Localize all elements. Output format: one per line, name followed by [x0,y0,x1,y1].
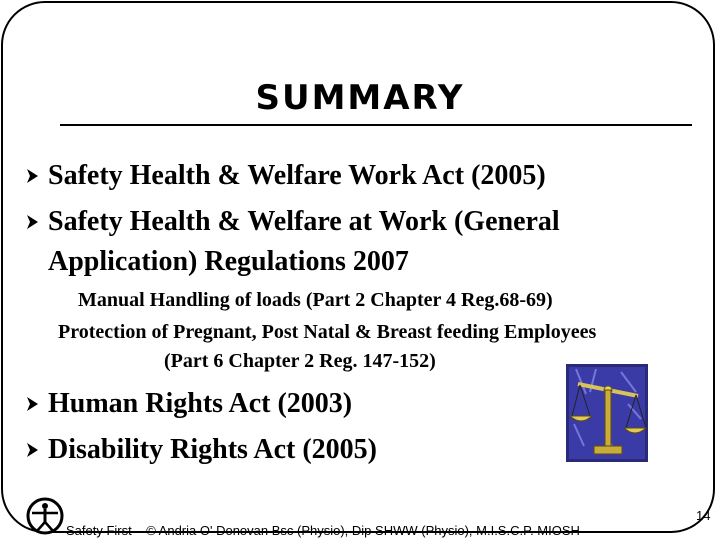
vitruvian-man-icon [26,496,64,536]
page-number: 14 [696,508,711,523]
title-divider [60,124,692,126]
footer-left-text: Safety First [66,523,132,538]
sub-item: (Part 6 Chapter 2 Reg. 147-152) [164,350,436,372]
arrow-bullet-icon [24,156,40,196]
scales-of-justice-icon [566,364,648,462]
footer-credit: © Andria O' Donovan Bsc (Physio), Dip SHWW (Physio), M.I.S.C.P. MIOSH [146,523,580,538]
bullet-item [48,202,560,282]
bullet-item [48,430,377,470]
slide-title: SUMMARY [255,78,465,118]
sub-item: Manual Handling of loads (Part 2 Chapter 4 Reg.68-69) [78,289,553,311]
sub-item: Protection of Pregnant, Post Natal & Breast feeding Employees [58,321,597,343]
bullet-text: Safety Health & Welfare Work Act (2005) [48,160,546,191]
bullet-text: Disability Rights Act (2005) [48,434,377,465]
bullet-text: Human Rights Act (2003) [48,388,353,419]
arrow-bullet-icon [24,430,40,470]
bullet-text-line: Application) Regulations 2007 [48,246,409,277]
bullet-item [48,156,546,196]
arrow-bullet-icon [24,384,40,424]
arrow-bullet-icon [24,202,40,242]
bullet-text-line: Safety Health & Welfare at Work (General [48,206,560,237]
footer-text [66,523,580,538]
bullet-item [48,384,352,424]
